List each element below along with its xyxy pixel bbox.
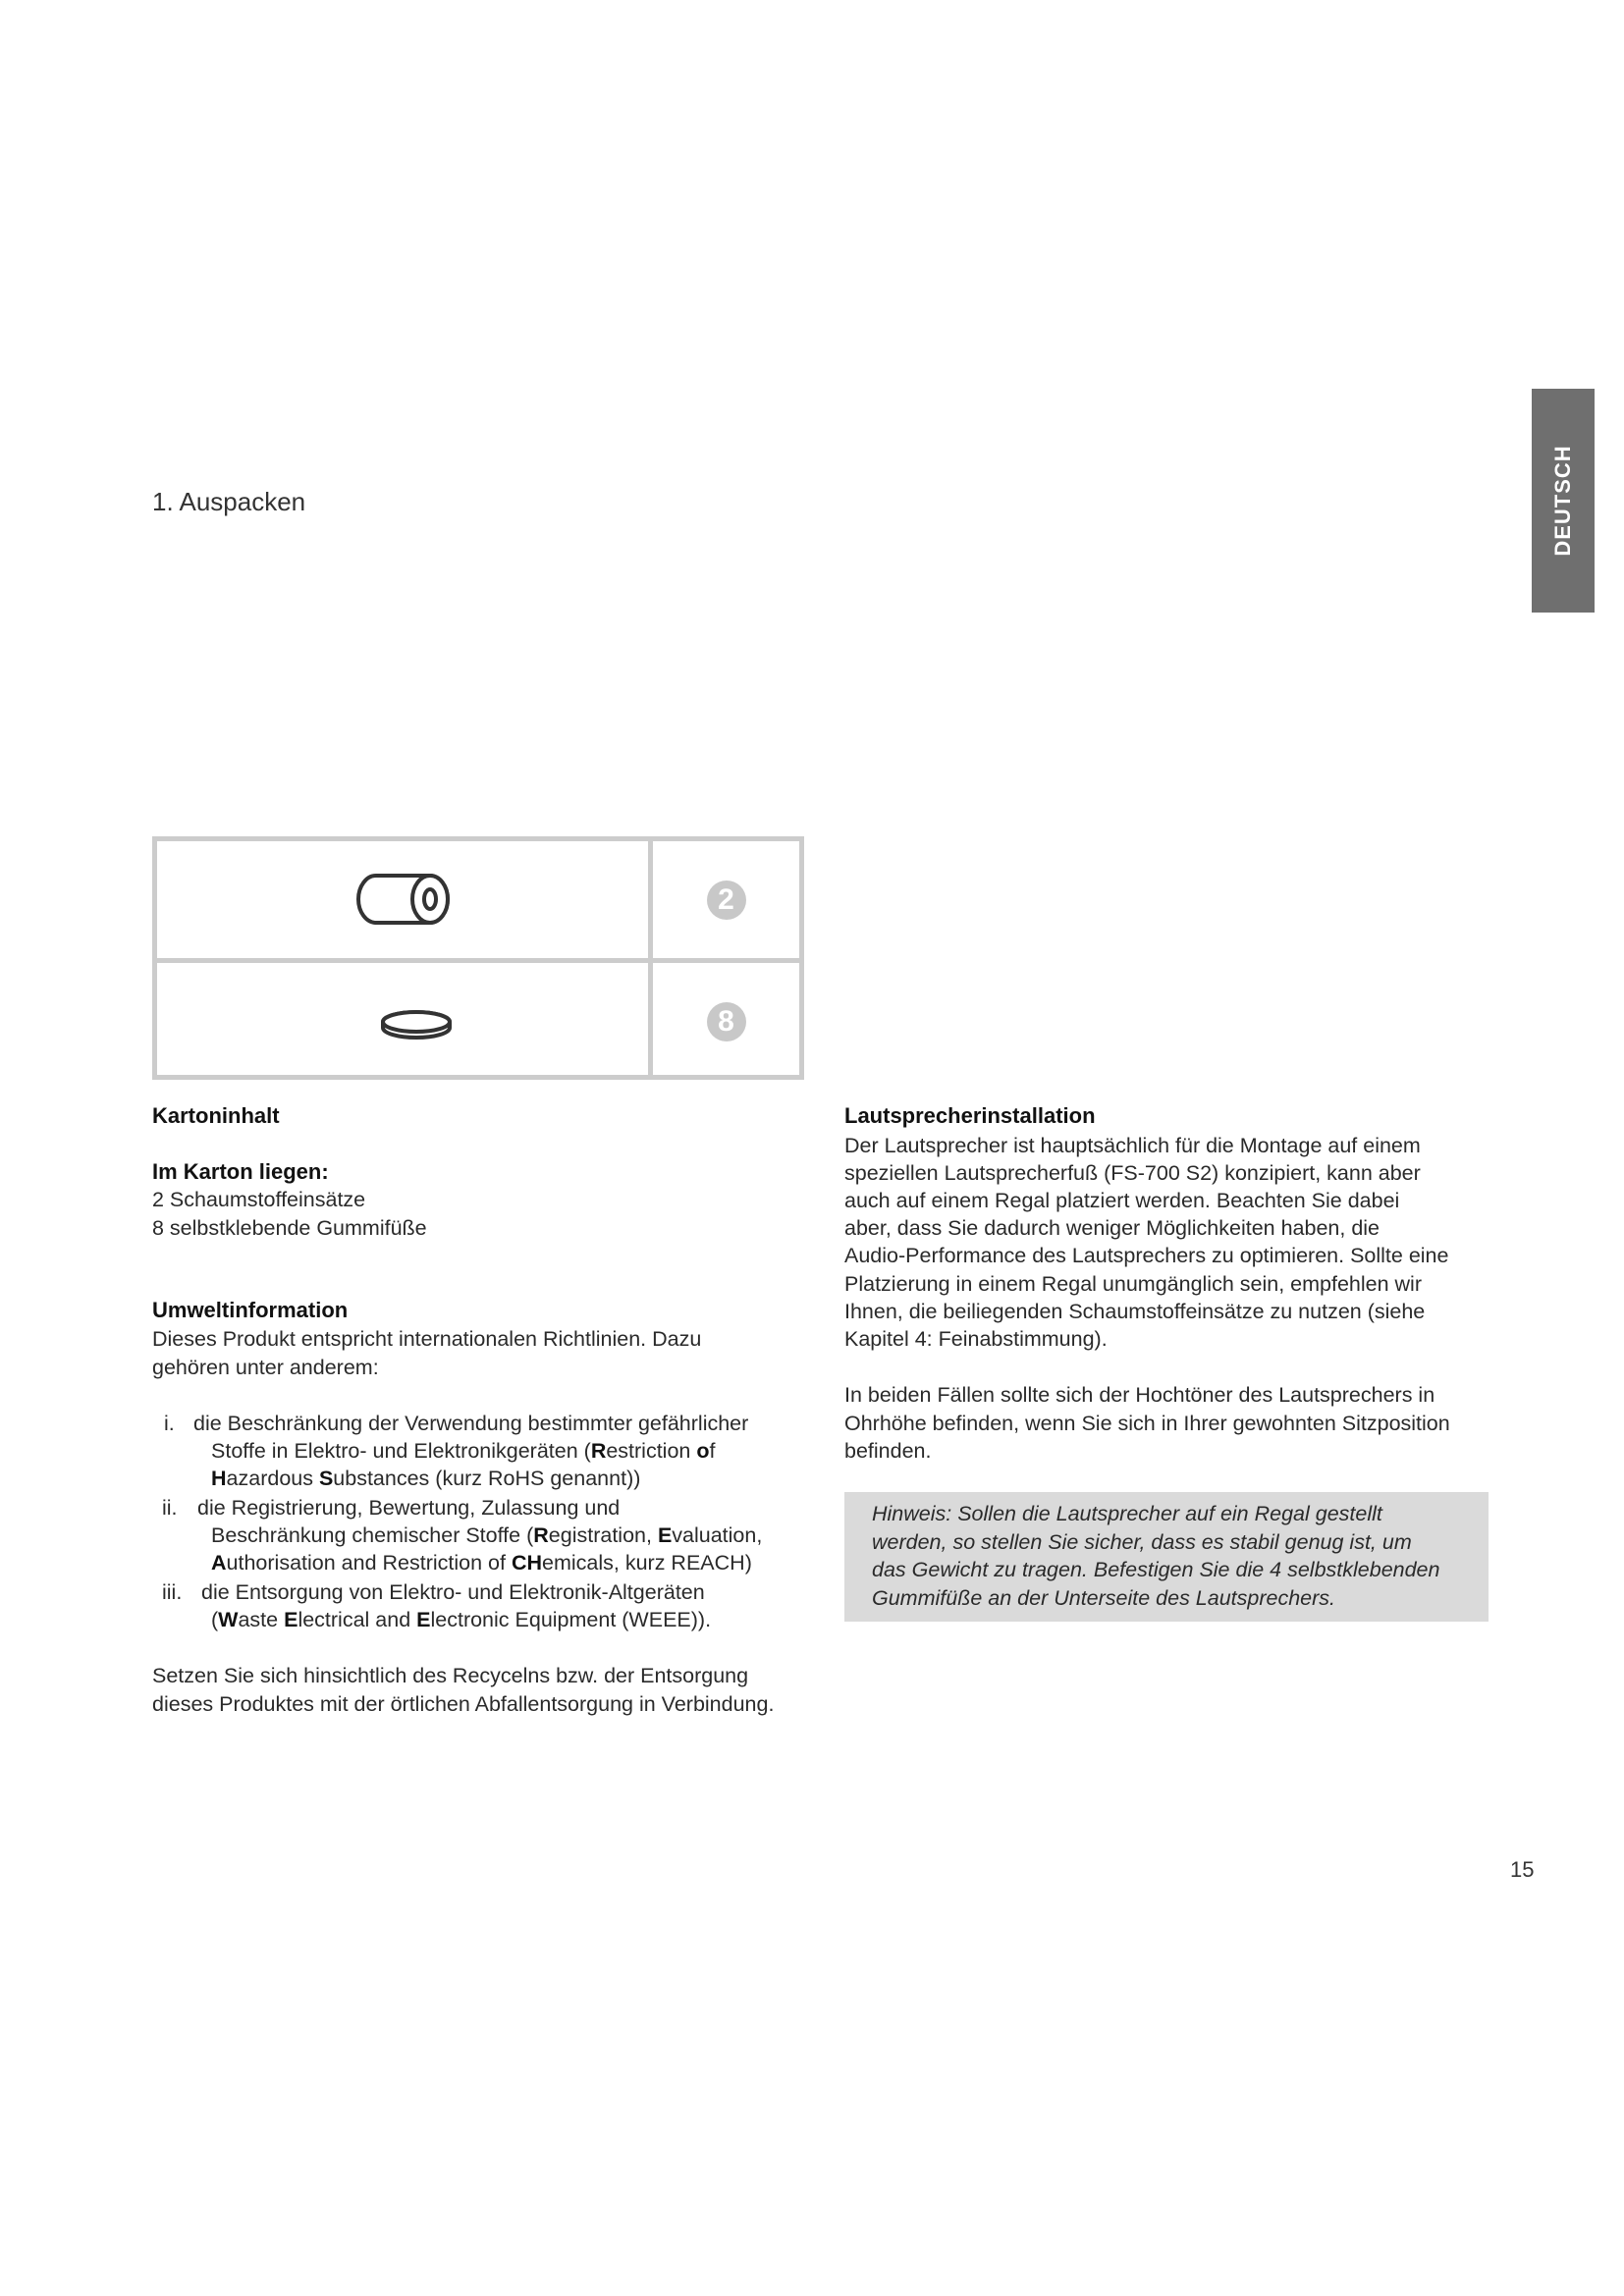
list-line: die Entsorgung von Elektro- und Elektronik-Altgeräten (201, 1580, 705, 1604)
recycling-line: Setzen Sie sich hinsichtlich des Recycelns bzw. der Entsorgung (152, 1664, 749, 1687)
installation-line: Ihnen, die beiliegenden Schaumstoffeinsätze zu nutzen (siehe (844, 1300, 1426, 1323)
list-line: Authorisation and Restriction of CHemicals, kurz REACH) (211, 1551, 752, 1575)
in-box-heading: Im Karton liegen: (152, 1159, 329, 1184)
list-line: Stoffe in Elektro- und Elektronikgeräten (Restriction of (211, 1439, 716, 1463)
height-line: In beiden Fällen sollte sich der Hochtöner des Lautsprechers in (844, 1383, 1435, 1407)
list-line: die Beschränkung der Verwendung bestimmter gefährlicher (193, 1412, 749, 1435)
installation-line: Platzierung in einem Regal unumgänglich sein, empfehlen wir (844, 1272, 1422, 1296)
contents-heading: Kartoninhalt (152, 1103, 280, 1128)
installation-heading: Lautsprecherinstallation (844, 1103, 1096, 1128)
language-tab-label: DEUTSCH (1550, 445, 1575, 557)
environment-intro-line: Dieses Produkt entspricht internationalen Richtlinien. Dazu (152, 1327, 702, 1351)
table-cell-image (157, 963, 653, 1080)
installation-line: aber, dass Sie dadurch weniger Möglichkeiten haben, die (844, 1216, 1380, 1240)
rubber-foot-icon (157, 963, 648, 1080)
list-numeral: i. (164, 1412, 175, 1435)
recycling-line: dieses Produktes mit der örtlichen Abfallentsorgung in Verbindung. (152, 1692, 775, 1716)
note-box (844, 1492, 1489, 1622)
box-item: 2 Schaumstoffeinsätze (152, 1188, 366, 1211)
table-cell-image (157, 841, 653, 958)
height-line: Ohrhöhe befinden, wenn Sie sich in Ihrer gewohnten Sitzposition (844, 1412, 1450, 1435)
list-numeral: iii. (162, 1580, 183, 1604)
quantity-badge: 2 (707, 881, 746, 920)
list-line: (Waste Electrical and Electronic Equipment (WEEE)). (211, 1608, 712, 1631)
section-title: 1. Auspacken (152, 487, 306, 516)
installation-line: Kapitel 4: Feinabstimmung). (844, 1327, 1108, 1351)
environment-heading: Umweltinformation (152, 1298, 349, 1322)
table-row (157, 841, 799, 963)
language-tab (1532, 389, 1595, 613)
height-line: befinden. (844, 1439, 932, 1463)
page-number: 15 (1510, 1857, 1535, 1882)
note-line: Hinweis: Sollen die Lautsprecher auf ein Regal gestellt (872, 1502, 1382, 1525)
environment-intro-line: gehören unter anderem: (152, 1356, 379, 1379)
installation-line: Audio-Performance des Lautsprechers zu optimieren. Sollte eine (844, 1244, 1449, 1267)
installation-line: speziellen Lautsprecherfuß (FS-700 S2) konzipiert, kann aber (844, 1161, 1421, 1185)
table-cell-quantity (653, 963, 799, 1080)
installation-line: Der Lautsprecher ist hauptsächlich für die Montage auf einem (844, 1134, 1421, 1157)
list-line: Hazardous Substances (kurz RoHS genannt)) (211, 1467, 641, 1490)
note-line: das Gewicht zu tragen. Befestigen Sie die 4 selbstklebenden (872, 1558, 1440, 1581)
note-line: werden, so stellen Sie sicher, dass es stabil genug ist, um (872, 1530, 1412, 1554)
installation-line: auch auf einem Regal platziert werden. Beachten Sie dabei (844, 1189, 1400, 1212)
note-line: Gummifüße an der Unterseite des Lautsprechers. (872, 1586, 1336, 1610)
table-row (157, 963, 799, 1080)
box-item: 8 selbstklebende Gummifüße (152, 1216, 427, 1240)
table-cell-quantity (653, 841, 799, 958)
list-line: Beschränkung chemischer Stoffe (Registration, Evaluation, (211, 1523, 763, 1547)
quantity-badge: 8 (707, 1002, 746, 1041)
list-line: die Registrierung, Bewertung, Zulassung und (197, 1496, 621, 1520)
foam-insert-icon (157, 841, 648, 958)
contents-table (152, 836, 804, 1080)
list-numeral: ii. (162, 1496, 178, 1520)
